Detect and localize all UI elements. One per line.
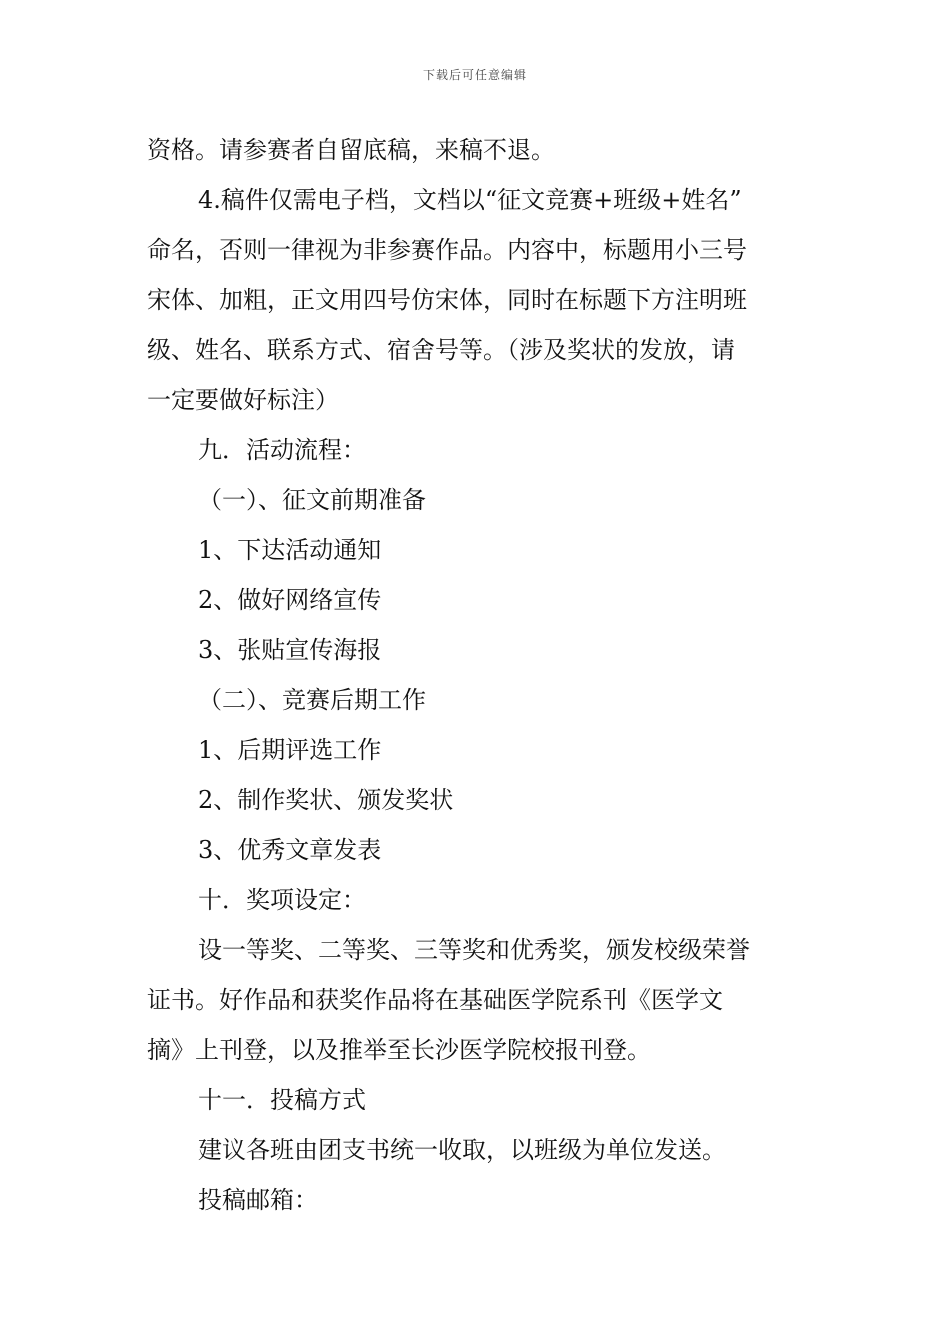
- body-line: 摘》上刊登，以及推举至长沙医学院校报刊登。: [147, 1036, 651, 1064]
- body-line: 命名，否则一律视为非参赛作品。内容中，标题用小三号: [147, 236, 747, 264]
- list-item: 1、下达活动通知: [198, 536, 382, 564]
- body-line: 设一等奖、二等奖、三等奖和优秀奖，颁发校级荣誉: [198, 936, 750, 964]
- body-line: 级、姓名、联系方式、宿舍号等。（涉及奖状的发放，请: [147, 336, 735, 364]
- body-line: 一定要做好标注）: [147, 386, 339, 414]
- list-item: 2、制作奖状、颁发奖状: [198, 786, 454, 814]
- body-line: 4.稿件仅需电子档，文档以“征文竞赛+班级+姓名”: [198, 186, 742, 214]
- list-item: 2、做好网络宣传: [198, 586, 382, 614]
- body-line: 建议各班由团支书统一收取，以班级为单位发送。: [198, 1136, 726, 1164]
- subsection-heading: （二）、竞赛后期工作: [198, 686, 426, 714]
- list-item: 3、优秀文章发表: [198, 836, 382, 864]
- list-item: 3、张贴宣传海报: [198, 636, 382, 664]
- section-heading: 十一．投稿方式: [198, 1086, 366, 1114]
- body-line: 宋体、加粗，正文用四号仿宋体，同时在标题下方注明班: [147, 286, 747, 314]
- section-heading: 十．奖项设定：: [198, 886, 366, 914]
- body-line: 投稿邮箱：: [198, 1186, 318, 1214]
- section-heading: 九．活动流程：: [198, 436, 366, 464]
- subsection-heading: （一）、征文前期准备: [198, 486, 426, 514]
- body-line: 证书。好作品和获奖作品将在基础医学院系刊《医学文: [147, 986, 723, 1014]
- body-line: 资格。请参赛者自留底稿，来稿不退。: [147, 136, 555, 164]
- list-item: 1、后期评选工作: [198, 736, 382, 764]
- page-header: 下载后可任意编辑: [422, 68, 527, 82]
